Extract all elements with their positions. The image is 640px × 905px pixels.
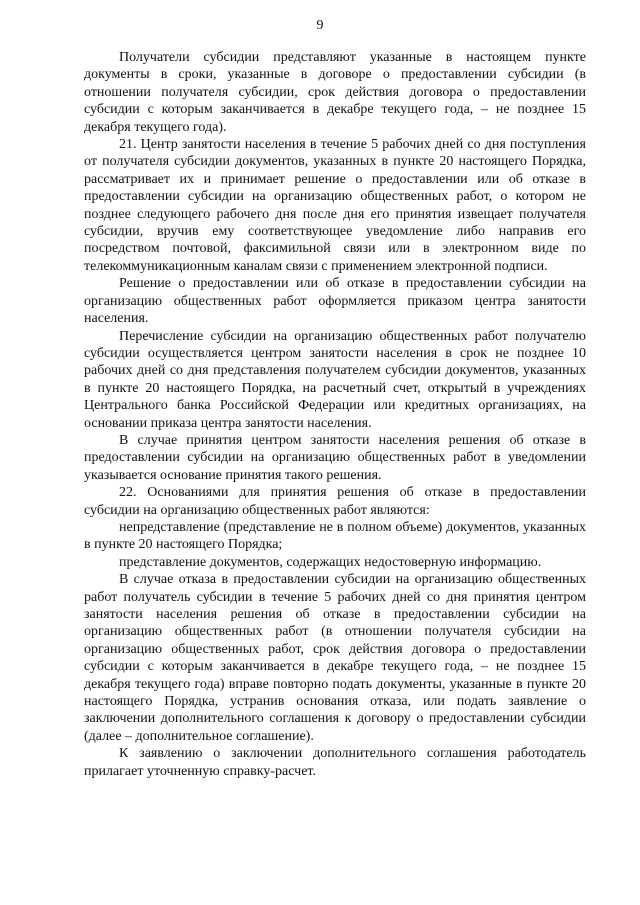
page-number: 9 (316, 18, 324, 33)
document-body (84, 49, 586, 780)
paragraph-additional-agreement: К заявлению о заключении дополнительного соглашения работодатель прилагает уточненную справку-расчет. (84, 746, 586, 779)
paragraph-submission-deadlines: Получатели субсидии представляют указанные в настоящем пункте документы в сроки, указанные в договоре о предоставлении субсидии (в отношении получателя субсидии, срок действия договора о предоставлении субсидии с которым заканчивается в декабре текущего года, – не позднее 15 декабря текущего года). (84, 50, 586, 135)
paragraph-refusal-notice: В случае принятия центром занятости населения решения об отказе в предоставлении субсидии на организацию общественных работ в уведомлении указывается основание принятия такого решения. (84, 432, 586, 483)
paragraph-resubmission: В случае отказа в предоставлении субсидии на организацию общественных работ получатель субсидии в течение 5 рабочих дней со дня принятия центром занятости населения решения об отказе в предоставлении субсидии на организацию общественных работ (в отношении получателя субсидии на организацию общественных работ, срок действия договора о предоставлении субсидии с которым заканчивается в декабре текущего года, – не позднее 15 декабря текущего года) вправе повторно подать документы, указанные в пункте 20 настоящего Порядка, устранив основания отказа, или подать заявление о заключении дополнительного соглашения к договору о предоставлении субсидии (далее – дополнительное соглашение). (84, 572, 586, 744)
paragraph-ground-false-information: представление документов, содержащих недостоверную информацию. (119, 554, 542, 570)
paragraph-21-review: 21. Центр занятости населения в течение 5 рабочих дней со дня поступления от получателя субсидии документов, указанных в пункте 20 настоящего Порядка, рассматривает их и принимает решение о предоставлении или об отказе в предоставлении субсидии на организацию общественных работ, о котором не позднее следующего рабочего дня после дня его принятия извещает получателя субсидии, вручив ему соответствующее уведомление либо направив его посредством почтовой, факсимильной связи или в электронном виде по телекоммуникационным каналам связи с применением электронной подписи. (84, 137, 586, 274)
paragraph-decision-order: Решение о предоставлении или об отказе в предоставлении субсидии на организацию общественных работ оформляется приказом центра занятости населения. (84, 276, 586, 327)
paragraph-subsidy-transfer: Перечисление субсидии на организацию общественных работ получателю субсидии осуществляется центром занятости населения в срок не позднее 10 рабочих дней со дня представления получателем субсидии документов, указанных в пункте 20 настоящего Порядка, на расчетный счет, открытый в учреждениях Центрального банка Российской Федерации или кредитных организациях, на основании приказа центра занятости населения. (84, 328, 586, 431)
paragraph-ground-incomplete-documents: непредставление (представление не в полном объеме) документов, указанных в пункте 20 настоящего Порядка; (84, 519, 586, 553)
paragraph-22-refusal-grounds: 22. Основаниями для принятия решения об отказе в предоставлении субсидии на организацию общественных работ являются: (84, 485, 586, 518)
